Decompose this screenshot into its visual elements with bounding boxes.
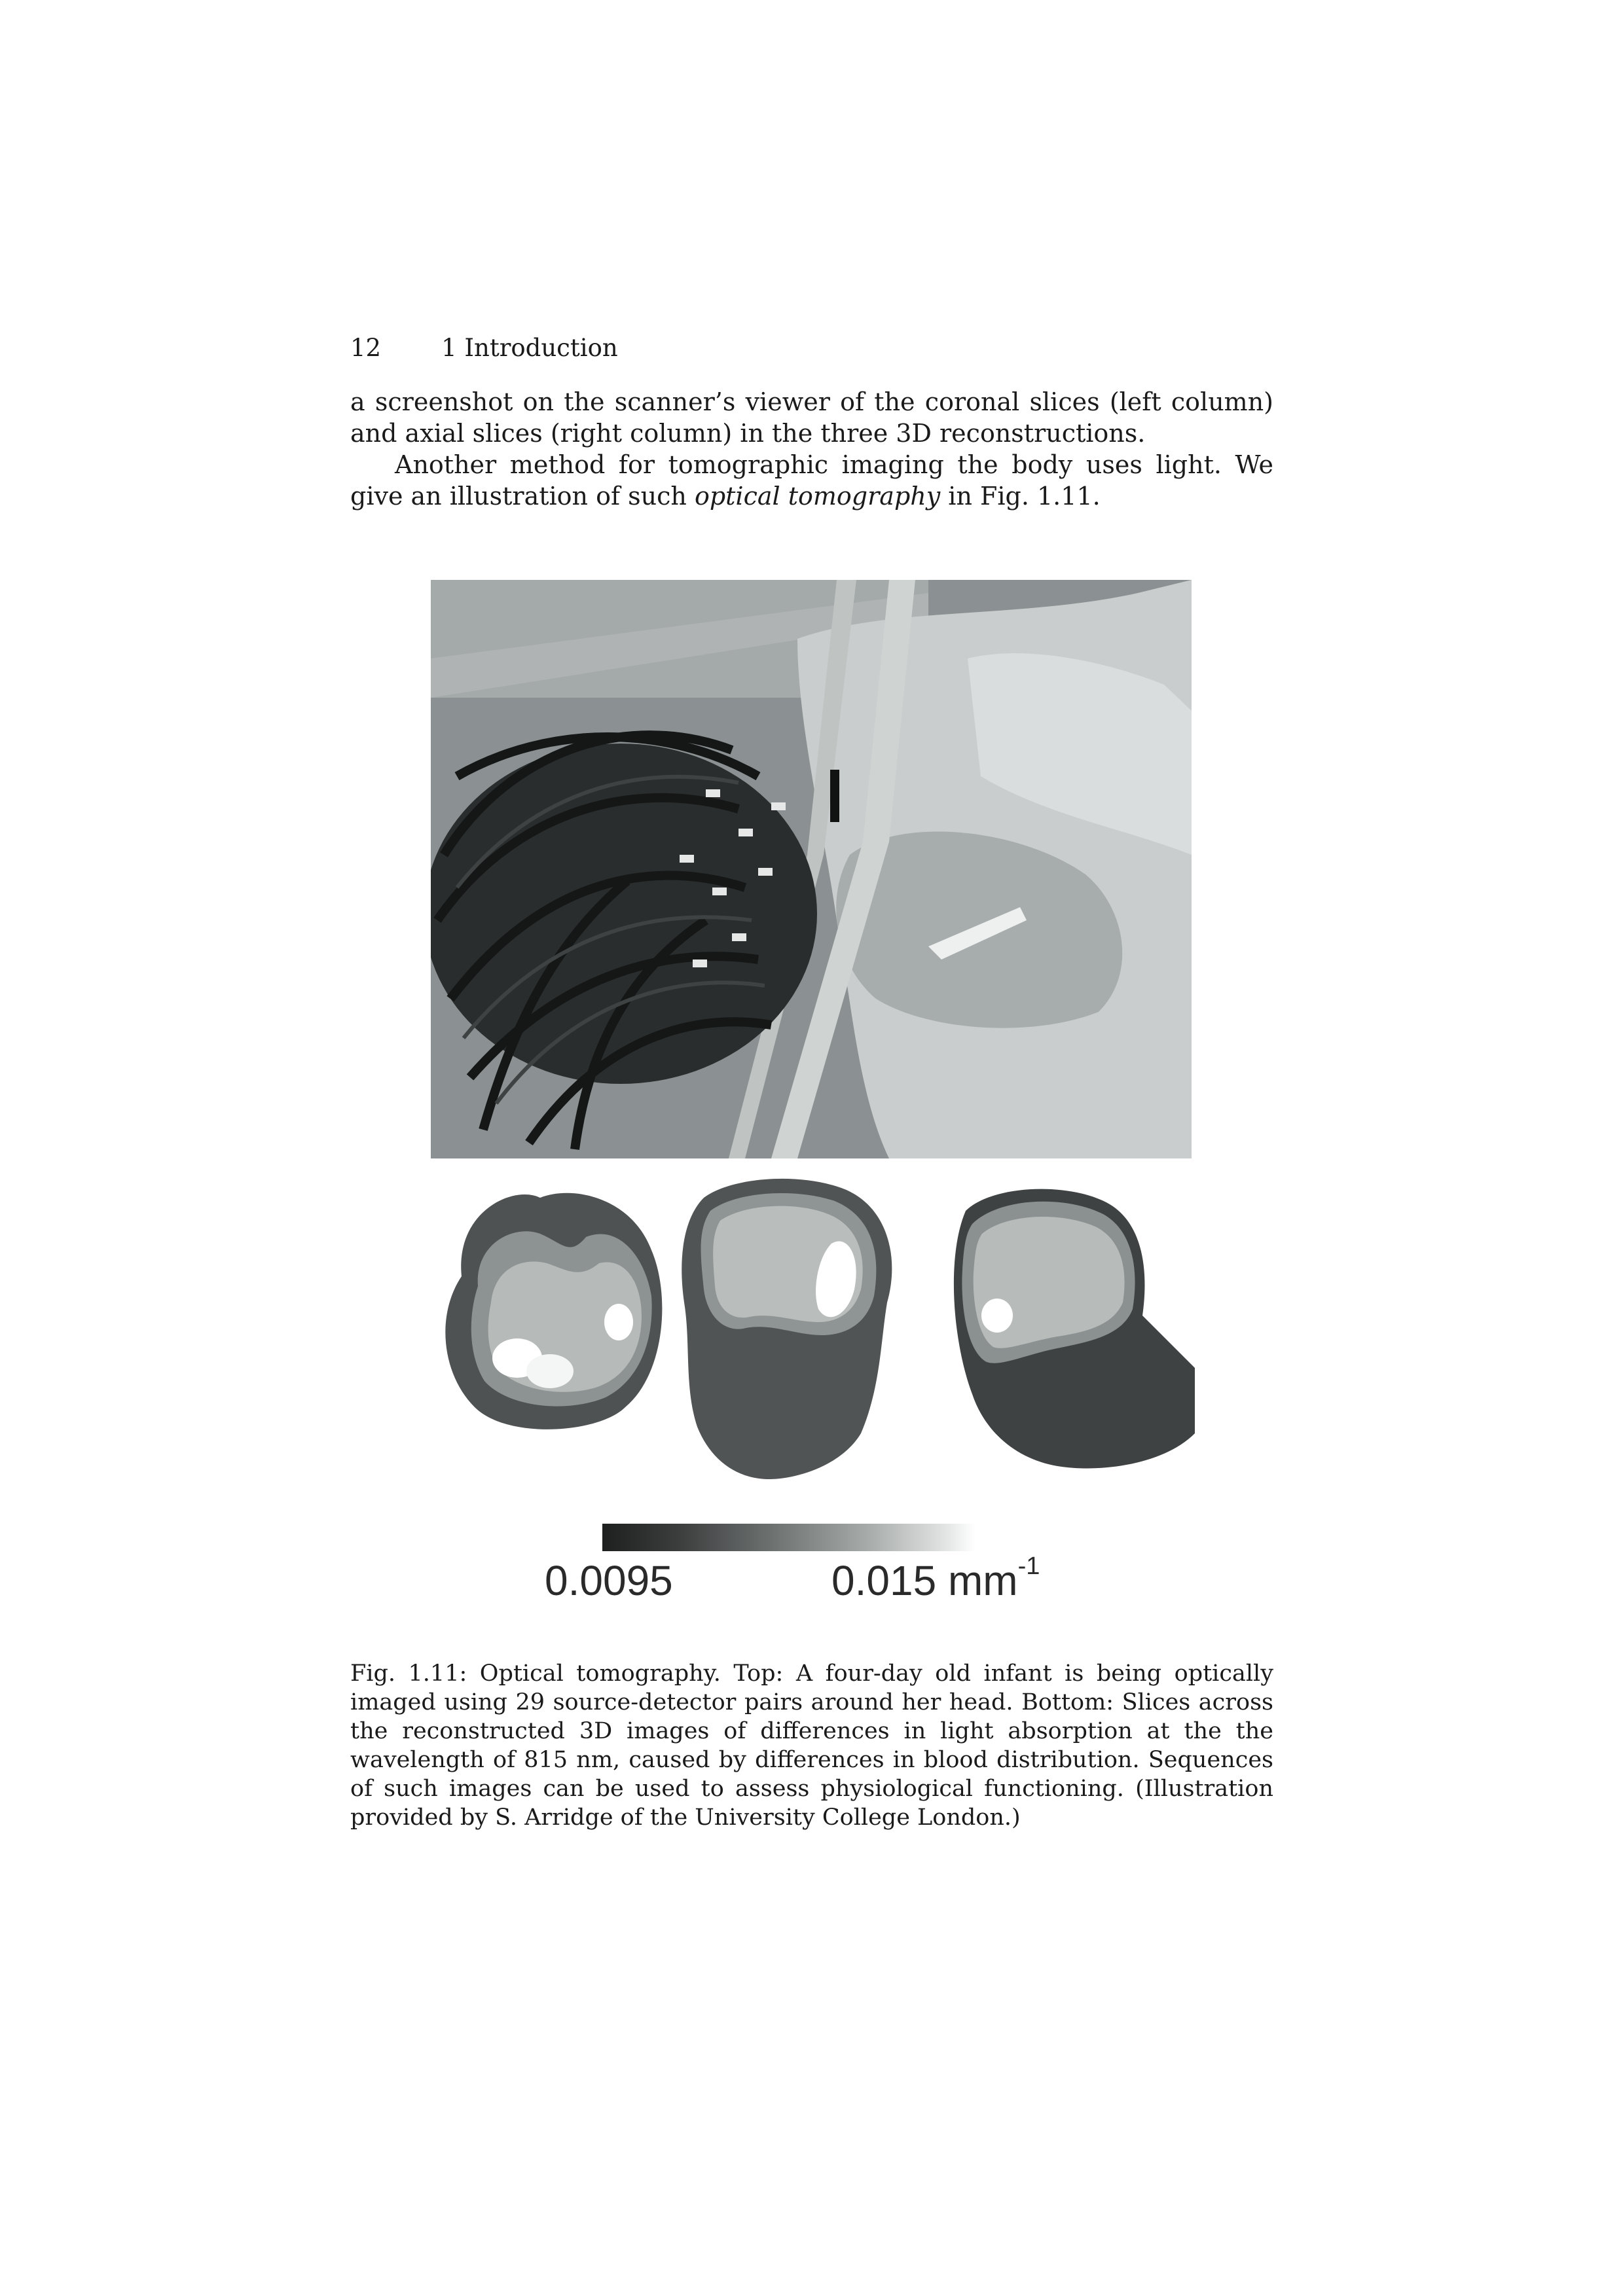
- paragraph: a screenshot on the scanner’s viewer of the coronal slices (left column) and axial slices (right column) in the three 3D reconstructions.: [350, 387, 1273, 448]
- unit-exponent: -1: [1017, 1552, 1040, 1580]
- slice-right: [954, 1189, 1195, 1469]
- colorbar-max-label: 0.015 $mm^{-1}$: [831, 1552, 1040, 1604]
- slice-middle: [682, 1179, 892, 1479]
- page-number: 12: [350, 334, 382, 362]
- chapter-title: 1 Introduction: [441, 334, 618, 362]
- slices-illustration: [429, 1172, 1195, 1492]
- body-text: [350, 386, 1273, 512]
- paragraph: Another method for tomographic imaging the body uses light. We give an illustration of such optical tomography in Fig. 1.11.: [350, 450, 1273, 511]
- reconstruction-slices: [429, 1172, 1195, 1492]
- colorbar-min-label: 0.0095: [545, 1557, 673, 1604]
- colorbar: [602, 1524, 976, 1551]
- figure-caption: Fig. 1.11: Optical tomography. Top: A four-day old infant is being optically imaged using 29 source-detector pairs around her head. Bottom: Slices across the reconstructed 3D images of differences in light absorption at the the wavelength of 815 nm, caused by differences in blood distribution. Sequences of such images can be used to assess physiological functioning. (Illustration provided by S. Arridge of the University College London.): [350, 1660, 1273, 1831]
- emphasis: optical tomography: [694, 482, 941, 511]
- running-head: [350, 334, 618, 362]
- infant-photo-illustration: [431, 580, 1192, 1158]
- infant-photo: [431, 580, 1192, 1158]
- slice-left: [445, 1193, 662, 1429]
